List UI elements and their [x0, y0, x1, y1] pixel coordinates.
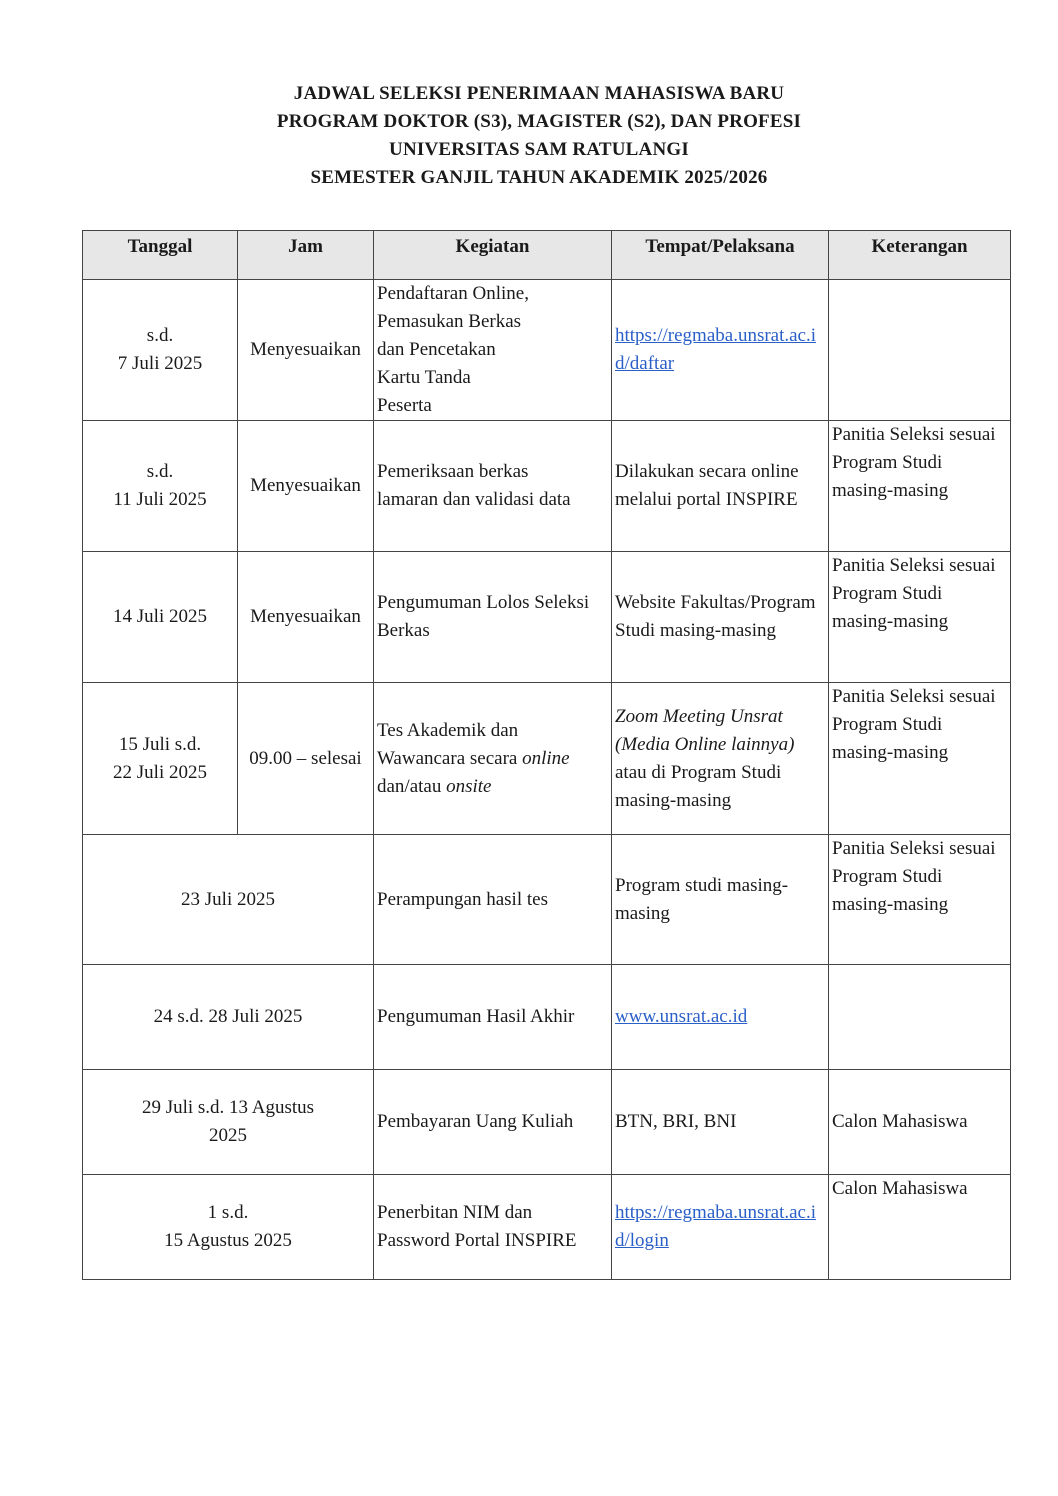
column-header-kegiatan: Kegiatan [374, 231, 612, 280]
cell-tanggal: 14 Juli 2025 [83, 552, 238, 683]
cell-tempat [612, 1175, 829, 1280]
table-row [83, 552, 1011, 683]
cell-tanggal: s.d. 7 Juli 2025 [83, 280, 238, 421]
table-row [83, 421, 1011, 552]
cell-tanggal: 23 Juli 2025 [83, 835, 374, 965]
cell-kegiatan: Tes Akademik dan Wawancara secara online dan/atau onsite [374, 683, 612, 835]
cell-tempat: BTN, BRI, BNI [612, 1070, 829, 1175]
unsrat-website-link[interactable]: www.unsrat.ac.id [615, 1006, 748, 1027]
cell-kegiatan: Penerbitan NIM dan Password Portal INSPIRE [374, 1175, 612, 1280]
cell-kegiatan: Pengumuman Hasil Akhir [374, 965, 612, 1070]
cell-tanggal: 1 s.d. 15 Agustus 2025 [83, 1175, 374, 1280]
cell-keterangan: Panitia Seleksi sesuai Program Studi masing-masing [829, 683, 1011, 835]
cell-tanggal: 15 Juli s.d. 22 Juli 2025 [83, 683, 238, 835]
cell-keterangan: Panitia Seleksi sesuai Program Studi masing-masing [829, 552, 1011, 683]
cell-tanggal: 24 s.d. 28 Juli 2025 [83, 965, 374, 1070]
cell-keterangan: Panitia Seleksi sesuai Program Studi masing-masing [829, 835, 1011, 965]
cell-kegiatan: Perampungan hasil tes [374, 835, 612, 965]
column-header-jam: Jam [238, 231, 374, 280]
table-row [83, 683, 1011, 835]
column-header-tempat: Tempat/Pelaksana [612, 231, 829, 280]
cell-kegiatan: Pengumuman Lolos Seleksi Berkas [374, 552, 612, 683]
regmaba-login-link[interactable]: https://regmaba.unsrat.ac.id/login [615, 1202, 817, 1251]
table-header-row [83, 231, 1011, 280]
cell-jam: Menyesuaikan [238, 421, 374, 552]
column-header-keterangan: Keterangan [829, 231, 1011, 280]
column-header-tanggal: Tanggal [83, 231, 238, 280]
table-row [83, 1070, 1011, 1175]
cell-keterangan [829, 965, 1011, 1070]
cell-jam: 09.00 – selesai [238, 683, 374, 835]
title-line-3: UNIVERSITAS SAM RATULANGI [389, 139, 689, 160]
cell-keterangan [829, 280, 1011, 421]
cell-kegiatan: Pemeriksaan berkas lamaran dan validasi data [374, 421, 612, 552]
table-row [83, 835, 1011, 965]
cell-kegiatan: Pendaftaran Online, Pemasukan Berkas dan Pencetakan Kartu Tanda Peserta [374, 280, 612, 421]
cell-tanggal: 29 Juli s.d. 13 Agustus 2025 [83, 1070, 374, 1175]
cell-tanggal: s.d. 11 Juli 2025 [83, 421, 238, 552]
cell-keterangan: Panitia Seleksi sesuai Program Studi masing-masing [829, 421, 1011, 552]
title-line-2: PROGRAM DOKTOR (S3), MAGISTER (S2), DAN PROFESI [276, 111, 802, 132]
cell-tempat: Dilakukan secara online melalui portal INSPIRE [612, 421, 829, 552]
cell-jam: Menyesuaikan [238, 280, 374, 421]
cell-kegiatan: Pembayaran Uang Kuliah [374, 1070, 612, 1175]
cell-jam: Menyesuaikan [238, 552, 374, 683]
cell-keterangan: Calon Mahasiswa [829, 1070, 1011, 1175]
cell-tempat [612, 965, 829, 1070]
document-title [0, 80, 1058, 192]
regmaba-daftar-link[interactable]: https://regmaba.unsrat.ac.id/daftar [615, 325, 817, 374]
table-row [83, 965, 1011, 1070]
cell-tempat: Program studi masing-masing [612, 835, 829, 965]
title-line-1: JADWAL SELEKSI PENERIMAAN MAHASISWA BARU [293, 83, 785, 104]
title-line-4: SEMESTER GANJIL TAHUN AKADEMIK 2025/2026 [310, 167, 768, 188]
cell-tempat: Website Fakultas/Program Studi masing-masing [612, 552, 829, 683]
cell-tempat: Zoom Meeting Unsrat (Media Online lainnya) atau di Program Studi masing-masing [612, 683, 829, 835]
cell-keterangan: Calon Mahasiswa [829, 1175, 1011, 1280]
table-row [83, 280, 1011, 421]
table-row [83, 1175, 1011, 1280]
schedule-table [82, 230, 1011, 1280]
cell-tempat [612, 280, 829, 421]
